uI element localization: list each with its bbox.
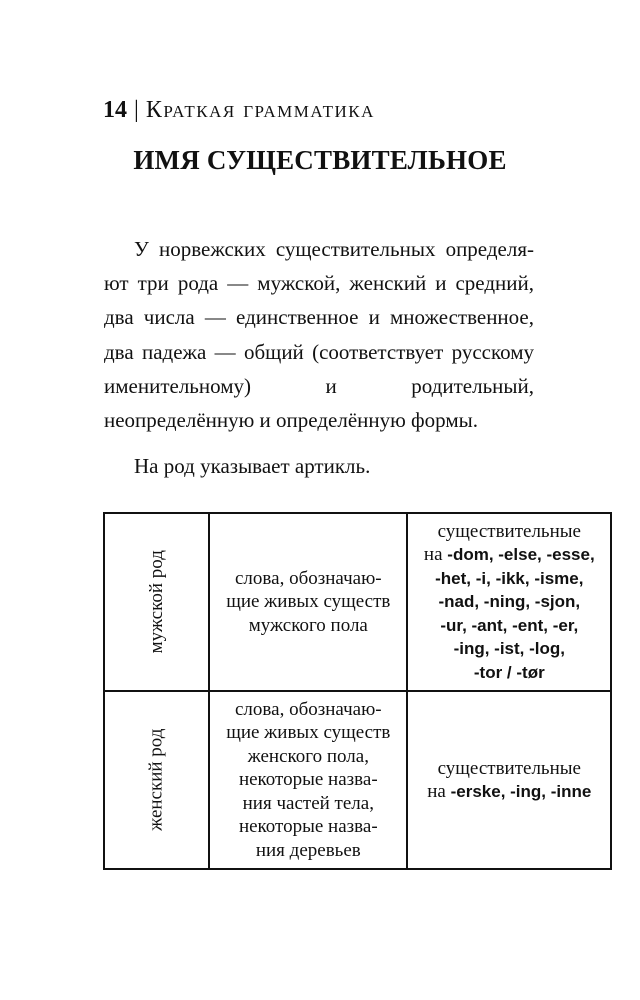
endings-line [408,614,610,638]
endings-suffixes: -erske, -ing, -inne [450,782,592,801]
meaning-line: слова, обозначаю- [235,567,382,589]
running-header [103,97,375,124]
endings-suffixes: -ur, -ant, -ent, -er, [440,615,579,635]
endings-prefix: на [423,544,448,566]
gender-cell [104,513,209,691]
endings-suffixes: -nad, -ning, -sjon, [438,592,581,612]
gender-label-feminine: женский род [145,728,167,832]
endings-line [408,637,610,661]
endings-suffixes: -ing, -ist, -log, [453,639,565,659]
meaning-line: слова, обозначаю- [235,698,382,720]
meaning-line: женского пола, [247,745,369,767]
gender-label-masculine: мужской род [145,550,167,654]
endings-line [408,661,610,685]
meaning-line: щие живых существ [226,591,391,613]
meaning-line: некоторые назва- [238,769,378,791]
paragraph-article: На род указывает артикль. [134,454,371,479]
running-title: Краткая грамматика [145,97,375,123]
meaning-cell [209,691,407,869]
table-row-masculine [104,513,611,691]
meaning-line: щие живых существ [226,722,391,744]
endings-cell [407,691,611,869]
meaning-line: некоторые назва- [238,816,378,838]
endings-suffixes: -het, -i, -ikk, -isme, [435,568,584,588]
endings-line [408,567,610,591]
endings-intro: существительные [437,757,581,779]
section-title: ИМЯ СУЩЕСТВИТЕЛЬНОЕ [133,145,507,175]
gender-table [103,512,612,870]
meaning-line: ния деревьев [255,839,361,861]
gender-cell [104,691,209,869]
endings-line [408,543,610,567]
paragraph-intro: У норвежских существительных определяют три рода — мужской, женский и средний, два числа — единственное и множественное, два падежа — общий (соответствует русскому именительному) и родительный, неопределённую и определённую формы. [104,237,534,433]
endings-suffixes: -dom, -else, -esse, [447,545,595,565]
body-text [104,232,534,483]
endings-suffixes: -tor / -tør [473,662,545,682]
meaning-line: ния частей тела, [242,792,374,814]
page-number: 14 [103,97,127,123]
table-row-feminine [104,691,611,869]
endings-prefix: на [427,781,451,802]
endings-cell [407,513,611,691]
endings-line [408,780,610,804]
header-separator: | [134,97,139,123]
endings-intro: существительные [437,520,581,542]
endings-line [408,590,610,614]
meaning-cell [209,513,407,691]
meaning-line: мужского пола [248,614,368,636]
